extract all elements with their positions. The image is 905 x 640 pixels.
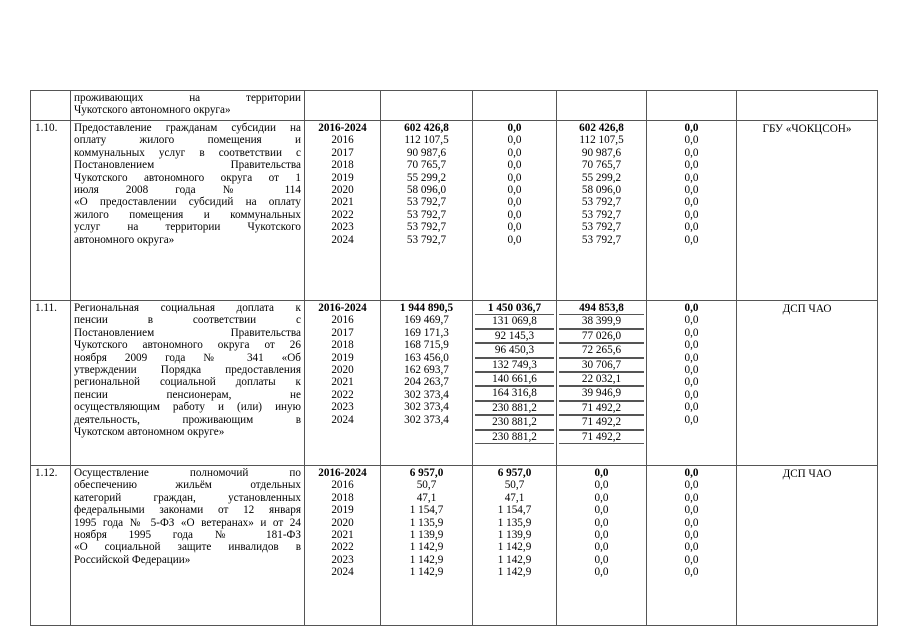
annual-value: 0,0 [594, 541, 609, 554]
description-line: утверждении Порядка предоставления [74, 364, 301, 377]
annual-value: 204 263,7 [404, 376, 449, 389]
item-description-cell [71, 91, 305, 121]
annual-value: 2016 [331, 314, 354, 327]
annual-value: 0,0 [684, 541, 699, 554]
description-line: оплату жилого помещения и [74, 134, 301, 147]
description-line: Чукотского автономного округа от 26 [74, 339, 301, 352]
description-line: «О социальной защите инвалидов в [74, 541, 301, 554]
amount-column-4 [647, 121, 737, 301]
period-total-value: 1 450 036,7 [487, 302, 542, 314]
period-total-value: 0,0 [507, 122, 522, 134]
annual-value: 2021 [331, 196, 354, 209]
annual-value: 0,0 [507, 171, 522, 184]
empty-cell [647, 91, 737, 121]
period-total-value: 1 944 890,5 [399, 302, 454, 314]
annual-value: 50,7 [504, 479, 525, 492]
period-total-value: 0,0 [684, 302, 699, 314]
annual-value: 53 792,7 [581, 196, 622, 209]
annual-value: 163 456,0 [404, 351, 449, 364]
empty-cell [557, 91, 647, 121]
annual-value: 30 706,7 [559, 358, 644, 372]
description-line: услуг на территории Чукотского [74, 221, 301, 234]
annual-value: 302 373,4 [404, 401, 449, 414]
annual-value: 71 492,2 [559, 430, 644, 444]
annual-value: 2019 [331, 351, 354, 364]
annual-value: 2022 [331, 208, 354, 221]
annual-value: 2021 [331, 376, 354, 389]
annual-value: 2024 [331, 233, 354, 246]
amount-column-4 [647, 301, 737, 466]
annual-value: 140 661,6 [475, 372, 554, 386]
annual-value: 0,0 [684, 401, 699, 414]
annual-value: 1 154,7 [497, 504, 532, 517]
annual-value: 1 139,9 [409, 528, 444, 541]
amount-column-3 [557, 301, 647, 466]
item-number: 1.10. [31, 121, 71, 301]
responsible-executor: ДСП ЧАО [737, 301, 878, 466]
description-line: региональной социальной доплаты к [74, 376, 301, 389]
description-line: пенсии пенсионерам, не [74, 388, 301, 401]
annual-value: 0,0 [594, 528, 609, 541]
annual-value: 2022 [331, 388, 354, 401]
annual-value: 0,0 [594, 553, 609, 566]
year-column [305, 466, 381, 626]
annual-value: 1 142,9 [409, 541, 444, 554]
amount-column-2 [473, 466, 557, 626]
annual-value: 230 881,2 [475, 401, 554, 415]
annual-value: 0,0 [684, 208, 699, 221]
annual-value: 0,0 [507, 208, 522, 221]
description-line: Осуществление полномочий по [74, 467, 301, 479]
annual-value: 0,0 [684, 388, 699, 401]
annual-value: 112 107,5 [579, 134, 624, 147]
annual-value: 0,0 [684, 183, 699, 196]
annual-value: 0,0 [684, 171, 699, 184]
annual-value: 0,0 [684, 326, 699, 339]
annual-value: 2017 [331, 146, 354, 159]
annual-value: 0,0 [507, 146, 522, 159]
annual-value: 70 765,7 [406, 159, 447, 172]
description-line: Чукотском автономном округе» [74, 426, 225, 439]
annual-value: 2023 [331, 401, 354, 414]
description-line: Чукотского автономного округа от 1 [74, 171, 301, 184]
annual-value: 71 492,2 [559, 401, 644, 415]
annual-value: 0,0 [507, 134, 522, 147]
annual-value: 2018 [331, 491, 354, 504]
period-total-value: 602 426,8 [579, 122, 624, 134]
period-total-value: 2016-2024 [318, 122, 367, 134]
description-line: июля 2008 года № 114 [74, 184, 301, 197]
annual-value: 38 399,9 [559, 314, 644, 328]
annual-value: 0,0 [594, 516, 609, 529]
annual-value: 53 792,7 [581, 233, 622, 246]
annual-value: 302 373,4 [404, 388, 449, 401]
annual-value: 2018 [331, 339, 354, 352]
annual-value: 0,0 [684, 413, 699, 426]
annual-value: 53 792,7 [406, 233, 447, 246]
annual-value: 1 142,9 [409, 566, 444, 579]
annual-value: 2023 [331, 221, 354, 234]
amount-column-3 [557, 121, 647, 301]
annual-value: 2022 [331, 541, 354, 554]
description-line: федеральными законами от 12 января [74, 504, 301, 517]
annual-value: 53 792,7 [581, 221, 622, 234]
annual-value: 131 069,8 [475, 314, 554, 328]
period-total-value: 2016-2024 [318, 467, 367, 479]
table-row-continued [31, 91, 878, 121]
responsible-executor: ГБУ «ЧОКЦСОН» [737, 121, 878, 301]
description-line: категорий граждан, установленных [74, 491, 301, 504]
amount-column-2 [473, 121, 557, 301]
annual-value: 2020 [331, 363, 354, 376]
annual-value: 1 139,9 [497, 528, 532, 541]
annual-value: 2017 [331, 326, 354, 339]
amount-column-4 [647, 466, 737, 626]
description-line: деятельность, проживающим в [74, 413, 301, 426]
annual-value: 58 096,0 [581, 183, 622, 196]
annual-value: 53 792,7 [406, 221, 447, 234]
description-line: коммунальных услуг в соответствии с [74, 146, 301, 159]
annual-value: 50,7 [416, 479, 437, 492]
annual-value: 230 881,2 [475, 430, 554, 444]
item-description [74, 92, 301, 117]
annual-value: 0,0 [684, 314, 699, 327]
annual-value: 92 145,3 [475, 329, 554, 343]
annual-value: 2019 [331, 171, 354, 184]
annual-value: 0,0 [507, 183, 522, 196]
responsible-executor: ДСП ЧАО [737, 466, 878, 626]
annual-value: 2019 [331, 504, 354, 517]
annual-value: 0,0 [507, 221, 522, 234]
annual-value: 0,0 [684, 363, 699, 376]
amount-column-2 [473, 301, 557, 466]
description-line: пенсии в соответствии с [74, 314, 301, 327]
annual-value: 2020 [331, 183, 354, 196]
table-row [31, 301, 878, 466]
annual-value: 0,0 [684, 376, 699, 389]
description-line: Предоставление гражданам субсидии на [74, 122, 301, 134]
table-row [31, 121, 878, 301]
annual-value: 162 693,7 [404, 363, 449, 376]
annual-value: 47,1 [416, 491, 437, 504]
annual-value: 1 135,9 [497, 516, 532, 529]
annual-value: 0,0 [684, 233, 699, 246]
item-description [71, 301, 305, 466]
annual-value: 55 299,2 [406, 171, 447, 184]
annual-value: 2021 [331, 528, 354, 541]
item-number: 1.12. [31, 466, 71, 626]
annual-value: 0,0 [507, 196, 522, 209]
annual-value: 2016 [331, 479, 354, 492]
program-table [30, 90, 878, 626]
annual-value: 39 946,9 [559, 386, 644, 400]
item-number-cell [31, 91, 71, 121]
annual-value: 53 792,7 [581, 208, 622, 221]
description-line: Чукотского автономного округа» [74, 104, 231, 117]
annual-value: 0,0 [684, 159, 699, 172]
annual-value: 164 316,8 [475, 386, 554, 400]
annual-value: 90 987,6 [406, 146, 447, 159]
annual-value: 0,0 [684, 528, 699, 541]
annual-value: 55 299,2 [581, 171, 622, 184]
annual-value: 2024 [331, 566, 354, 579]
amount-column-3 [557, 466, 647, 626]
empty-cell [381, 91, 473, 121]
annual-value: 0,0 [684, 146, 699, 159]
annual-value: 0,0 [684, 479, 699, 492]
total-amount-column [381, 301, 473, 466]
item-description [71, 121, 305, 301]
description-line: Постановлением Правительства [74, 326, 301, 339]
annual-value: 2018 [331, 159, 354, 172]
annual-value: 0,0 [684, 504, 699, 517]
item-description [71, 466, 305, 626]
annual-value: 230 881,2 [475, 415, 554, 429]
annual-value: 77 026,0 [559, 329, 644, 343]
empty-cell [737, 91, 878, 121]
description-line: осуществляющим работу и (или) иную [74, 401, 301, 414]
annual-value: 0,0 [594, 491, 609, 504]
annual-value: 2024 [331, 413, 354, 426]
annual-value: 0,0 [684, 134, 699, 147]
annual-value: 2016 [331, 134, 354, 147]
annual-value: 0,0 [594, 479, 609, 492]
annual-value: 72 265,6 [559, 343, 644, 357]
annual-value: 0,0 [507, 159, 522, 172]
annual-value: 1 142,9 [497, 566, 532, 579]
annual-value: 1 154,7 [409, 504, 444, 517]
annual-value: 58 096,0 [406, 183, 447, 196]
annual-value: 47,1 [504, 491, 525, 504]
empty-cell [305, 91, 381, 121]
annual-value: 71 492,2 [559, 415, 644, 429]
annual-value: 0,0 [684, 553, 699, 566]
period-total-value: 0,0 [684, 467, 699, 479]
period-total-value: 6 957,0 [497, 467, 532, 479]
annual-value: 1 142,9 [497, 553, 532, 566]
annual-value: 0,0 [594, 566, 609, 579]
annual-value: 0,0 [684, 491, 699, 504]
annual-value: 0,0 [684, 196, 699, 209]
table-row [31, 466, 878, 626]
annual-value: 2020 [331, 516, 354, 529]
description-line: ноября 2009 года № 341 «Об [74, 351, 301, 364]
period-total-value: 0,0 [684, 122, 699, 134]
annual-value: 132 749,3 [475, 358, 554, 372]
annual-value: 22 032,1 [559, 372, 644, 386]
period-total-value: 602 426,8 [404, 122, 449, 134]
annual-value: 1 142,9 [409, 553, 444, 566]
item-number: 1.11. [31, 301, 71, 466]
total-amount-column [381, 121, 473, 301]
annual-value: 0,0 [684, 339, 699, 352]
description-line: Постановлением Правительства [74, 159, 301, 172]
annual-value: 96 450,3 [475, 343, 554, 357]
description-line: обеспечению жильём отдельных [74, 479, 301, 492]
annual-value: 0,0 [684, 221, 699, 234]
annual-value: 168 715,9 [404, 339, 449, 352]
period-total-value: 0,0 [594, 467, 609, 479]
description-line: «О предоставлении субсидий на оплату [74, 196, 301, 209]
total-amount-column [381, 466, 473, 626]
annual-value: 1 135,9 [409, 516, 444, 529]
annual-value: 2023 [331, 553, 354, 566]
period-total-value: 494 853,8 [579, 302, 624, 314]
year-column [305, 121, 381, 301]
annual-value: 0,0 [684, 516, 699, 529]
annual-value: 302 373,4 [404, 413, 449, 426]
description-line: проживающих на территории [74, 92, 301, 104]
annual-value: 70 765,7 [581, 159, 622, 172]
annual-value: 169 171,3 [404, 326, 449, 339]
period-total-value: 2016-2024 [318, 302, 367, 314]
description-line: ноября 1995 года № 181-ФЗ [74, 529, 301, 542]
annual-value: 169 469,7 [404, 314, 449, 327]
annual-value: 0,0 [684, 351, 699, 364]
description-line: Региональная социальная доплата к [74, 302, 301, 314]
annual-value: 90 987,6 [581, 146, 622, 159]
description-line: Российской Федерации» [74, 553, 191, 566]
annual-value: 0,0 [594, 504, 609, 517]
description-line: автономного округа» [74, 233, 175, 246]
empty-cell [473, 91, 557, 121]
description-line: 1995 года № 5-ФЗ «О ветеранах» и от 24 [74, 516, 301, 529]
period-total-value: 6 957,0 [409, 467, 444, 479]
annual-value: 0,0 [507, 233, 522, 246]
annual-value: 53 792,7 [406, 208, 447, 221]
annual-value: 0,0 [684, 566, 699, 579]
description-line: жилого помещения и коммунальных [74, 208, 301, 221]
year-column [305, 301, 381, 466]
annual-value: 1 142,9 [497, 541, 532, 554]
annual-value: 53 792,7 [406, 196, 447, 209]
annual-value: 112 107,5 [404, 134, 449, 147]
